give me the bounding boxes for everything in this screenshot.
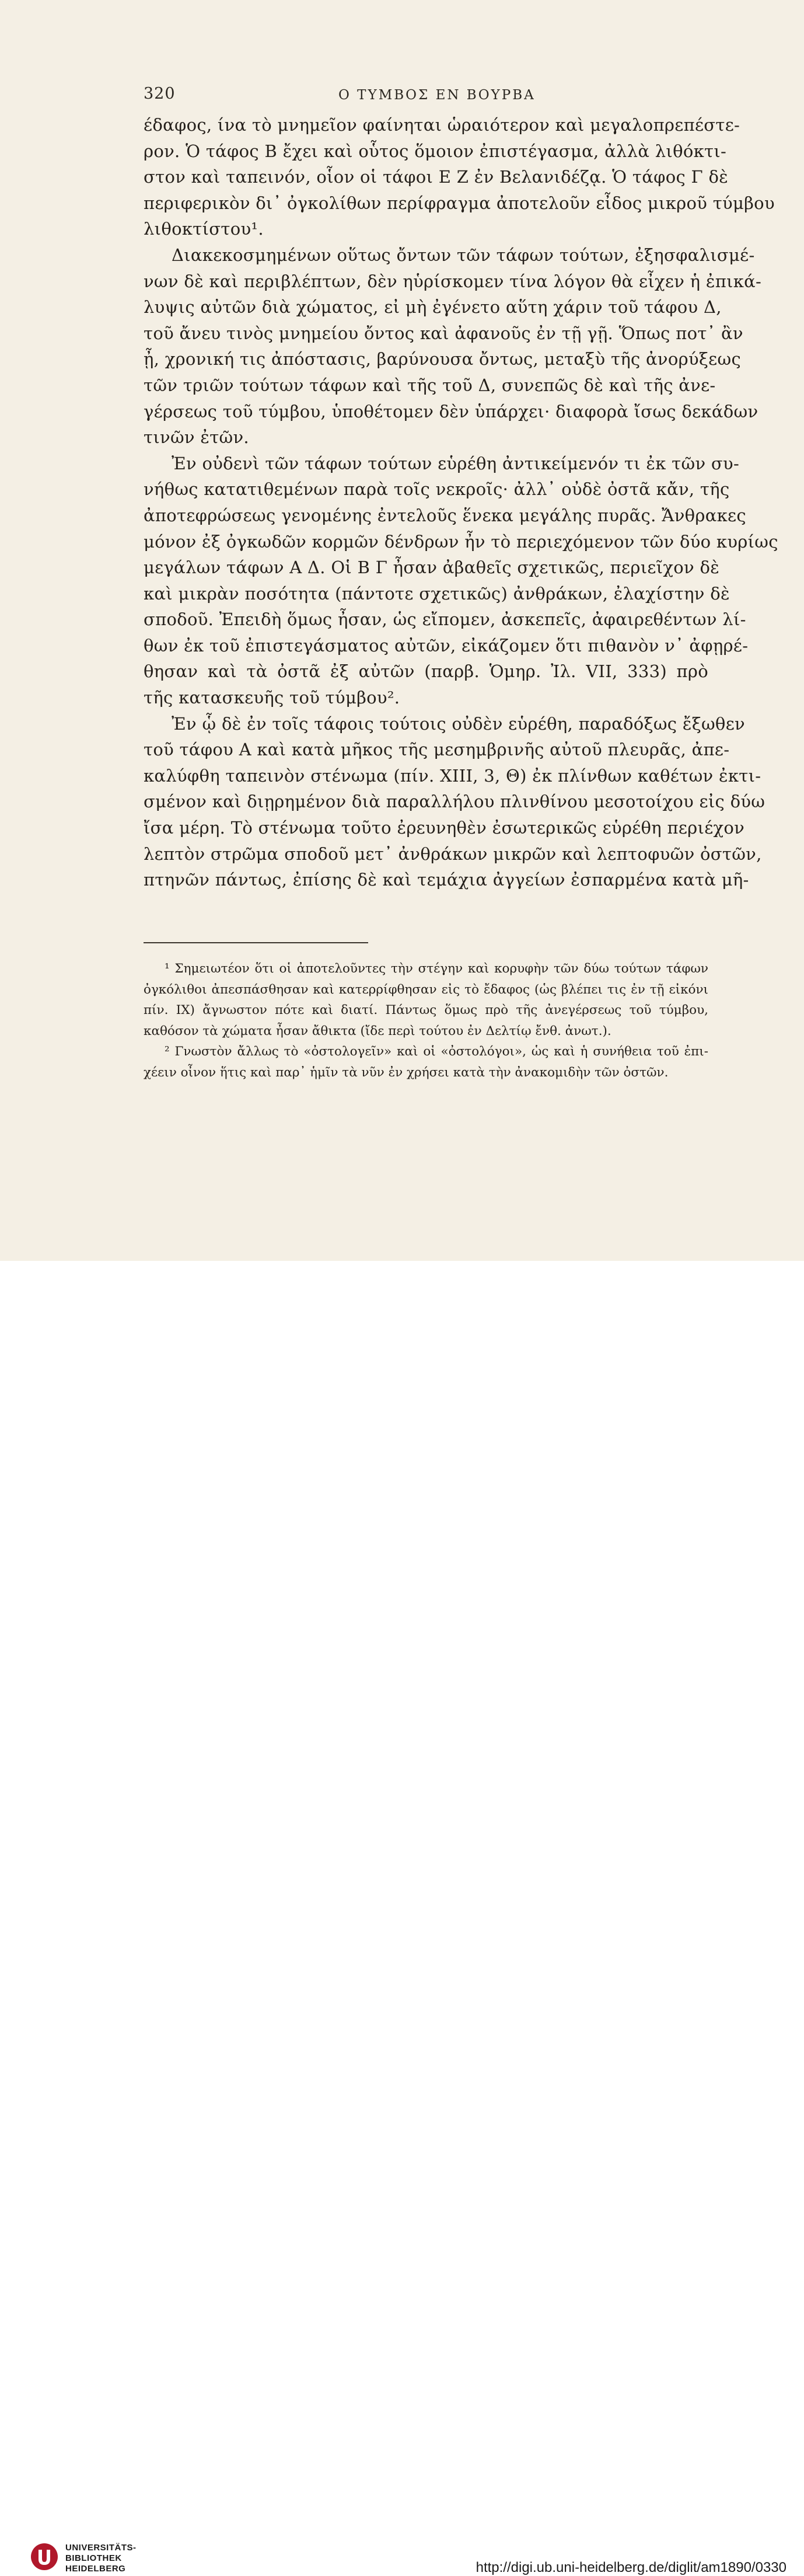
body-line: μεγάλων τάφων Α Δ. Οἱ Β Γ ἦσαν ἀβαθεῖς σχετικῶς, περιεῖχον δὲ — [144, 557, 720, 578]
body-line: ἴσα μέρη. Τὸ στένωμα τοῦτο ἐρευνηθὲν ἐσωτερικῶς εὑρέθη περιέχον — [144, 818, 745, 838]
footnote-line: καθόσον τὰ χώματα ἦσαν ἄθικτα (ἴδε περὶ τούτου ἐν Δελτίῳ ἔνθ. ἀνωτ.). — [144, 1023, 611, 1038]
body-line: θησαν καὶ τὰ ὀστᾶ ἐξ αὐτῶν (παρβ. Ὁμηρ. Ἰλ. VII, 333) πρὸ — [144, 661, 708, 682]
body-line: λιθοκτίστου¹. — [144, 219, 264, 239]
footnote-line: πίν. IX) ἄγνωστον πότε καὶ διατί. Πάντως ὅμως πρὸ τῆς ἀνεγέρσεως τοῦ τύμβου, — [144, 1003, 708, 1017]
body-line: ἀποτεφρώσεως γενομένης ἐντελοῦς ἕνεκα μεγάλης πυρᾶς. Ἄνθρακες — [144, 505, 746, 525]
body-line: λεπτὸν στρῶμα σποδοῦ μετ᾽ ἀνθράκων μικρῶν καὶ λεπτοφυῶν ὀστῶν, — [144, 843, 762, 864]
body-line: τινῶν ἐτῶν. — [144, 427, 249, 448]
body-line: λυψις αὐτῶν διὰ χώματος, εἰ μὴ ἐγένετο αὕτη χάριν τοῦ τάφου Δ, — [144, 297, 722, 318]
body-line: τῶν τριῶν τούτων τάφων καὶ τῆς τοῦ Δ, συνεπῶς δὲ καὶ τῆς ἀνε- — [144, 375, 716, 395]
scanned-page — [0, 0, 804, 1261]
body-line: τοῦ τάφου Α καὶ κατὰ μῆκος τῆς μεσημβρινῆς αὐτοῦ πλευρᾶς, ἀπε- — [144, 740, 730, 760]
library-name-line3: HEIDELBERG — [65, 2564, 126, 2574]
library-name-line2: BIBLIOTHEK — [65, 2553, 122, 2563]
body-line: σμένον καὶ διῃρημένον διὰ παραλλήλου πλινθίνου μεσοτοίχου εἰς δύω — [144, 792, 765, 812]
body-line: Ἐν ᾧ δὲ ἐν τοῖς τάφοις τούτοις οὐδὲν εὑρέθη, παραδόξως ἔξωθεν — [172, 713, 745, 734]
running-title: Ο ΤΥΜΒΟΣ ΕΝ ΒΟΥΡΒΑ — [338, 88, 536, 103]
university-library-logo-icon — [30, 2543, 58, 2571]
footnote-line: ² Γνωστὸν ἄλλως τὸ «ὀστολογεῖν» καὶ οἱ «ὀστολόγοι», ὡς καὶ ἡ συνήθεια τοῦ ἐπι- — [165, 1044, 708, 1059]
body-line: καὶ μικρὰν ποσότητα (πάντοτε σχετικῶς) ἀνθράκων, ἐλαχίστην δὲ — [144, 583, 730, 604]
footnote-divider — [144, 942, 368, 943]
body-line: πτηνῶν πάντως, ἐπίσης δὲ καὶ τεμάχια ἀγγείων ἐσπαρμένα κατὰ μῆ- — [144, 870, 749, 890]
body-line: θων ἐκ τοῦ ἐπιστεγάσματος αὐτῶν, εἰκάζομεν ὅτι πιθανὸν ν᾽ ἀφῃρέ- — [144, 635, 749, 656]
body-line: καλύφθη ταπεινὸν στένωμα (πίν. XIII, 3, Θ) ἐκ πλίνθων καθέτων ἐκτι- — [144, 765, 761, 786]
page-number: 320 — [144, 85, 176, 103]
body-line: νων δὲ καὶ περιβλέπτων, δὲν ηὑρίσκομεν τίνα λόγον θὰ εἶχεν ἡ ἐπικά- — [144, 271, 762, 291]
body-line: έδαφος, ίνα τὸ μνημεῖον φαίνηται ὡραιότερον καὶ μεγαλοπρεπέστε- — [144, 115, 740, 135]
viewer-footer — [0, 1261, 804, 2575]
body-line: γέρσεως τοῦ τύμβου, ὑποθέτομεν δὲν ὑπάρχει· διαφορὰ ἴσως δεκάδων — [144, 401, 758, 421]
body-line: Διακεκοσμημένων οὕτως ὄντων τῶν τάφων τούτων, ἐξησφαλισμέ- — [172, 245, 755, 265]
body-line: τῆς κατασκευῆς τοῦ τύμβου². — [144, 688, 400, 708]
footnote-line: ὀγκόλιθοι ἀπεσπάσθησαν καὶ κατερρίφθησαν εἰς τὸ ἔδαφος (ὡς βλέπει τις ἐν τῇ εἰκόνι — [144, 982, 708, 997]
body-line: μόνον ἐξ ὀγκωδῶν κορμῶν δένδρων ἦν τὸ περιεχόμενον τῶν δύο κυρίως — [144, 531, 778, 552]
source-url-link[interactable]: http://digi.ub.uni-heidelberg.de/diglit/am1890/0330 — [476, 2560, 786, 2575]
footnotes — [144, 958, 708, 1083]
body-line: περιφερικὸν δι᾽ ὀγκολίθων περίφραγμα ἀποτελοῦν εἶδος μικροῦ τύμβου — [144, 193, 775, 213]
body-line: ρον. Ὁ τάφος Β ἔχει καὶ οὗτος ὅμοιον ἐπιστέγασμα, ἀλλὰ λιθόκτι- — [144, 141, 727, 161]
library-name-line1: UNIVERSITÄTS- — [65, 2543, 137, 2553]
body-line: σποδοῦ. Ἐπειδὴ ὅμως ἦσαν, ὡς εἴπομεν, ἀσκεπεῖς, ἀφαιρεθέντων λί- — [144, 609, 746, 630]
body-line: νήθως κατατιθεμένων παρὰ τοῖς νεκροῖς· ἀλλ᾽ οὐδὲ ὀστᾶ κἄν, τῆς — [144, 479, 730, 500]
footnote-line: ¹ Σημειωτέον ὅτι οἱ ἀποτελοῦντες τὴν στέγην καὶ κορυφὴν τῶν δύω τούτων τάφων — [165, 961, 708, 976]
body-line: στον καὶ ταπεινόν, οἷον οἱ τάφοι Ε Ζ ἐν Βελανιδέζᾳ. Ὁ τάφος Γ δὲ — [144, 167, 729, 187]
body-line: ᾖ, χρονική τις ἀπόστασις, βαρύνουσα ὄντως, μεταξὺ τῆς ἀνορύξεως — [144, 349, 741, 370]
body-text — [144, 112, 778, 893]
body-line: τοῦ ἄνευ τινὸς μνημείου ὄντος καὶ ἀφανοῦς ἐν τῇ γῇ. Ὅπως ποτ᾽ ἂν — [144, 323, 743, 343]
footnote-line: χέειν οἶνον ἥτις καὶ παρ᾽ ἡμῖν τὰ νῦν ἐν χρήσει κατὰ τὴν ἀνακομιδὴν τῶν ὀστῶν. — [144, 1065, 669, 1080]
body-line: Ἐν οὐδενὶ τῶν τάφων τούτων εὑρέθη ἀντικείμενόν τι ἐκ τῶν συ- — [172, 453, 740, 473]
